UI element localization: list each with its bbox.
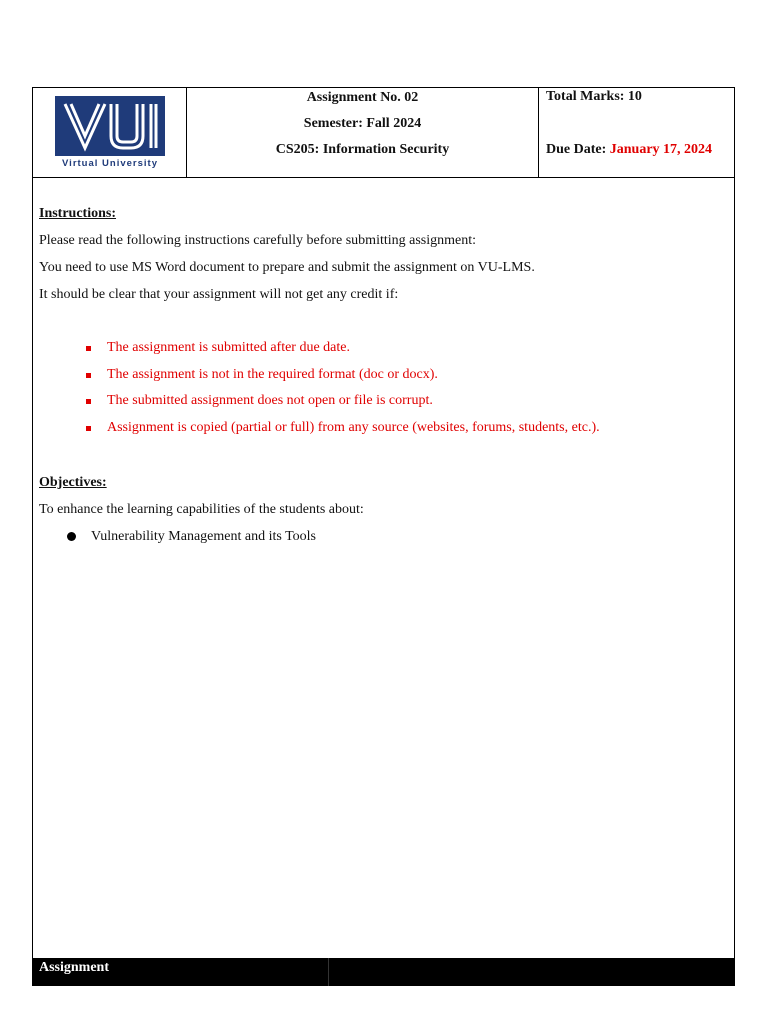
course-title: CS205: Information Security [275,142,450,157]
semester: Semester: Fall 2024 [303,116,422,131]
square-bullet-icon [86,346,91,351]
assignment-footer-row [32,958,735,986]
due-date [546,142,712,158]
logo-text: Virtual University [61,157,158,169]
round-bullet-icon [67,532,76,541]
objective-text: Vulnerability Management and its Tools [91,528,316,544]
condition-item [39,415,728,442]
objective-item [39,523,728,550]
condition-item [39,335,728,362]
marks-cell [539,88,734,177]
spacer [39,308,728,335]
header-table [33,88,734,178]
title-cell [187,88,539,177]
square-bullet-icon [86,426,91,431]
logo-cell [33,88,187,177]
footer-empty-cell [329,958,735,986]
no-credit-conditions [39,335,728,442]
condition-text: The assignment is not in the required format (doc or docx). [107,366,438,382]
square-bullet-icon [86,373,91,378]
assignment-document [32,87,735,986]
objectives-intro: To enhance the learning capabilities of the students about: [39,501,364,517]
vu-logo [55,96,165,170]
condition-text: Assignment is copied (partial or full) from any source (websites, forums, students, etc.). [107,420,600,436]
objectives-heading: Objectives: [39,474,107,490]
condition-item [39,362,728,389]
instruction-line: You need to use MS Word document to prepare and submit the assignment on VU-LMS. [39,260,535,275]
square-bullet-icon [86,399,91,404]
instructions-heading: Instructions: [39,206,117,221]
condition-text: The assignment is submitted after due date. [107,340,350,355]
condition-text: The submitted assignment does not open or file is corrupt. [107,393,433,409]
due-date-value: January 17, 2024 [609,142,713,157]
total-marks: Total Marks: 10 [546,89,642,104]
instruction-line: Please read the following instructions carefully before submitting assignment: [39,233,477,248]
instruction-line: It should be clear that your assignment will not get any credit if: [39,287,399,302]
condition-item [39,388,728,415]
assignment-number: Assignment No. 02 [306,90,419,105]
footer-label: Assignment [32,958,329,986]
document-body [39,200,728,550]
due-date-label: Due Date: [546,142,610,157]
spacer [39,442,728,469]
